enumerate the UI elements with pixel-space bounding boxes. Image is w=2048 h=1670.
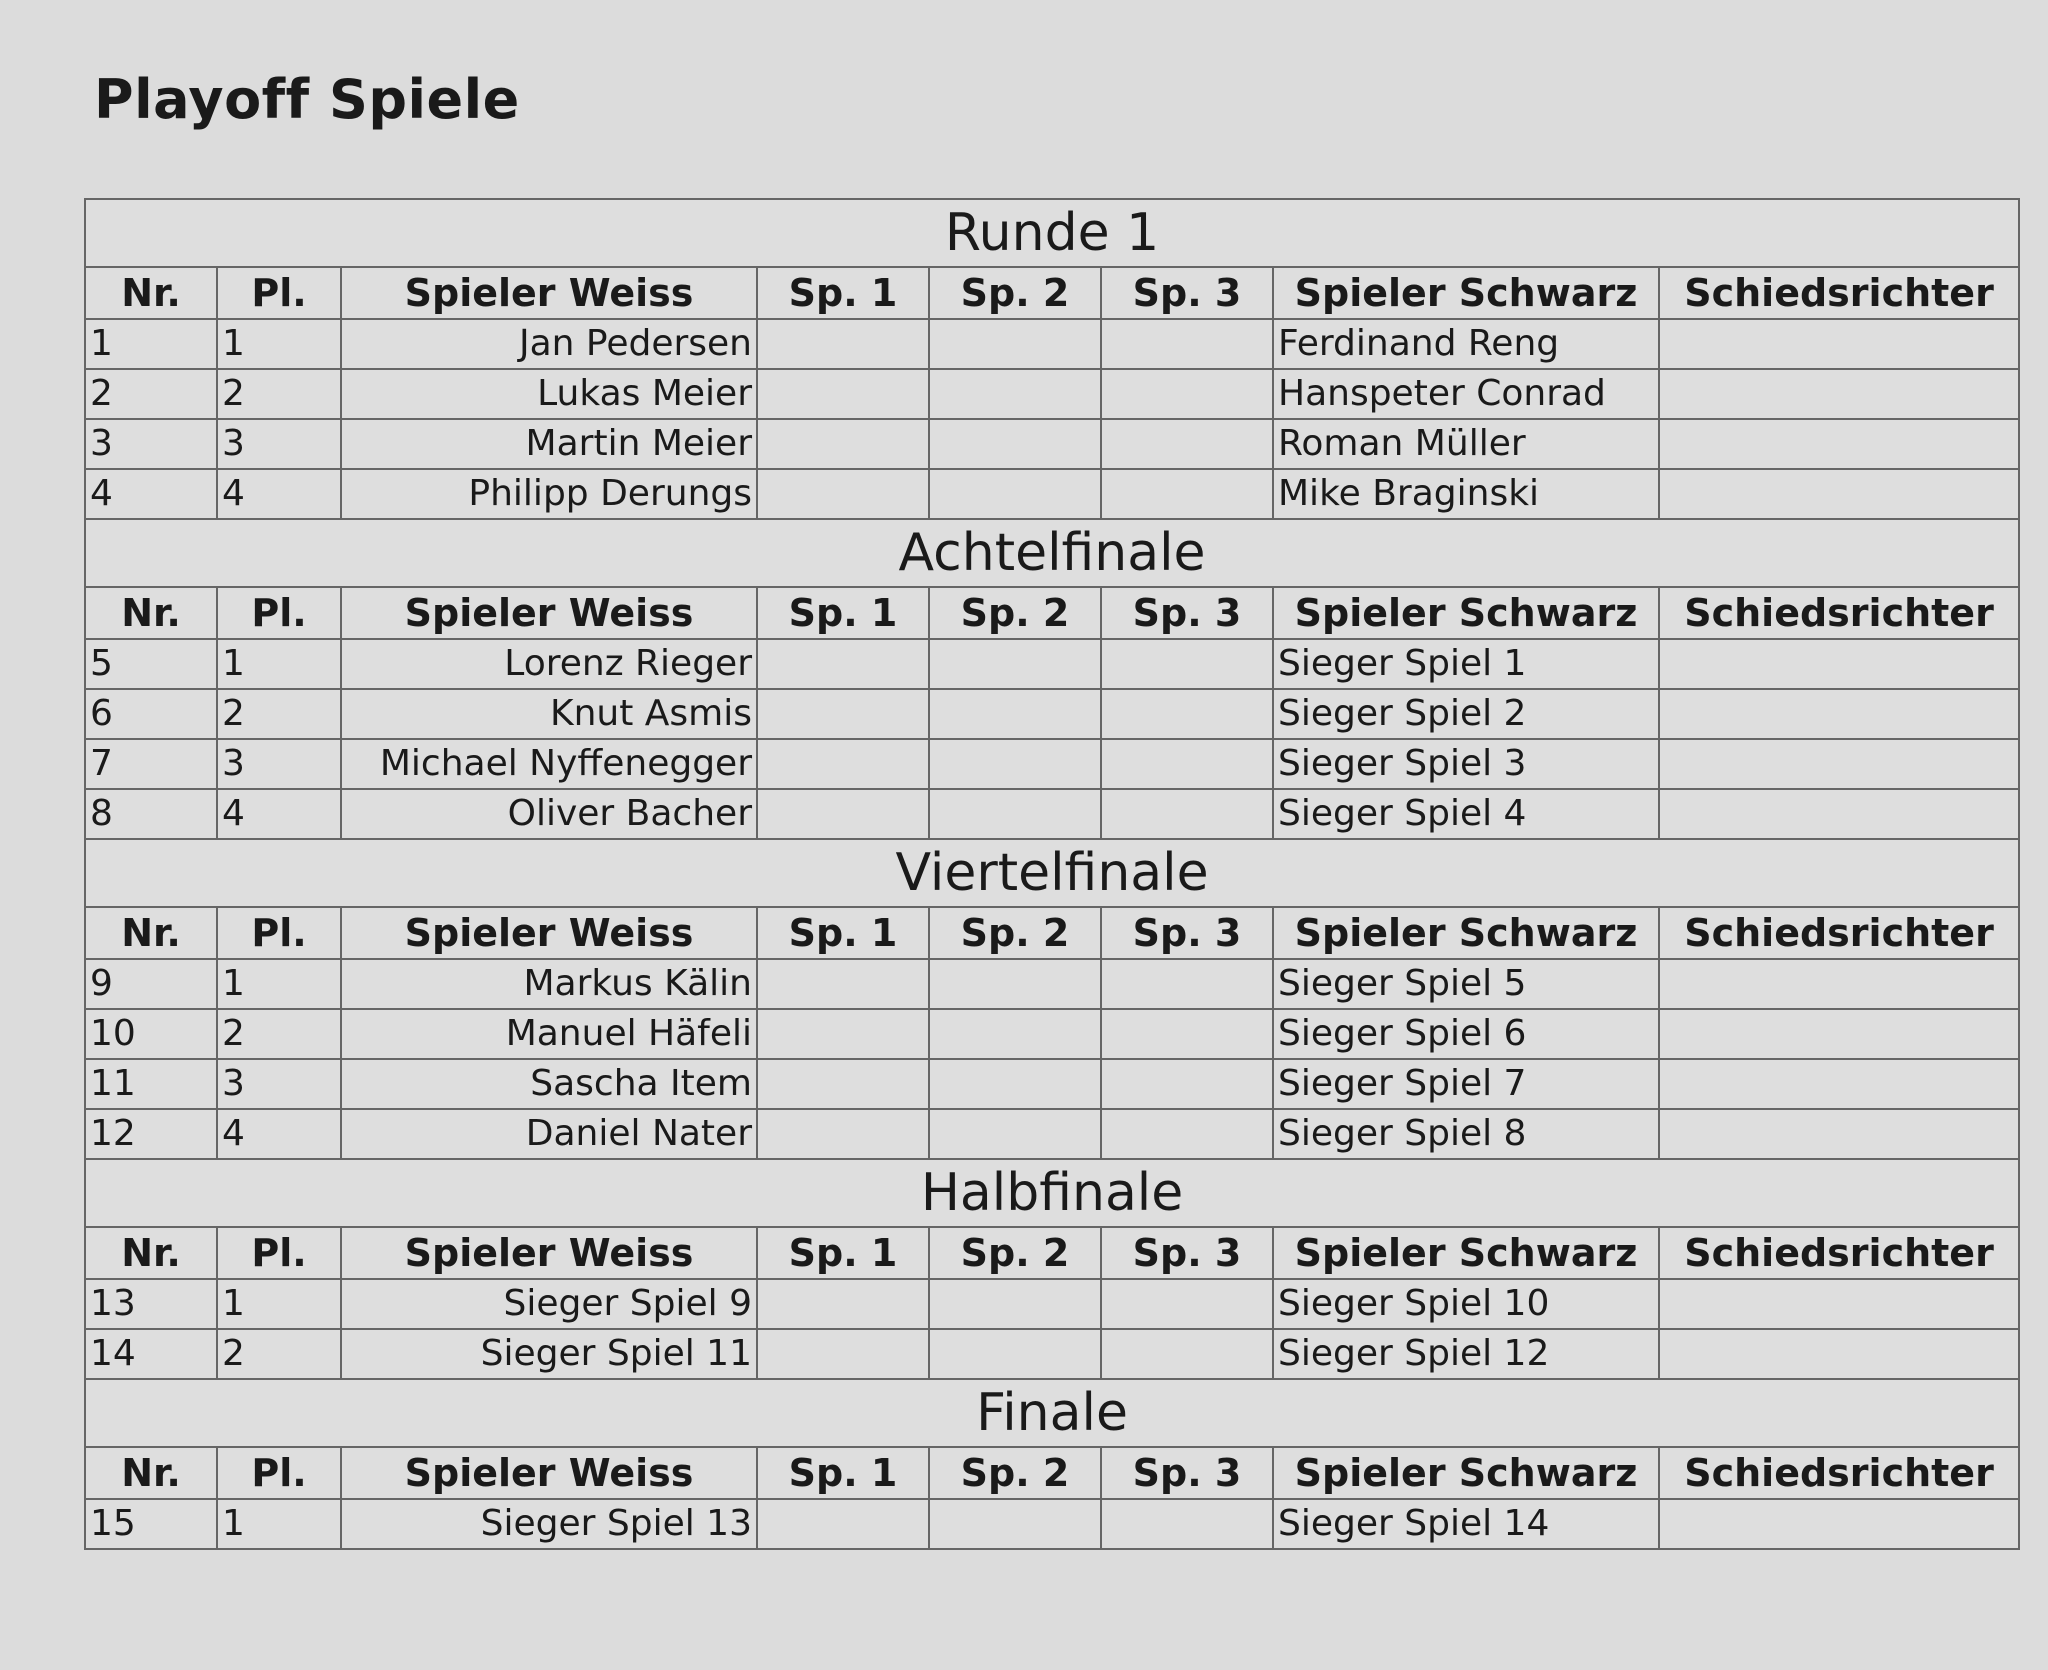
board-number: 1 xyxy=(217,1279,341,1329)
player-white: Sieger Spiel 11 xyxy=(341,1329,757,1379)
player-white: Michael Nyffenegger xyxy=(341,739,757,789)
game-row xyxy=(85,1329,2019,1379)
player-black: Sieger Spiel 8 xyxy=(1273,1109,1659,1159)
game-row xyxy=(85,959,2019,1009)
game-row xyxy=(85,739,2019,789)
score-game-3 xyxy=(1101,1279,1273,1329)
score-game-3 xyxy=(1101,789,1273,839)
column-header-row xyxy=(85,267,2019,319)
score-game-3 xyxy=(1101,639,1273,689)
game-row xyxy=(85,789,2019,839)
score-game-2 xyxy=(929,789,1101,839)
board-number: 3 xyxy=(217,419,341,469)
game-number: 14 xyxy=(85,1329,217,1379)
header-sp1: Sp. 1 xyxy=(757,587,929,639)
board-number: 2 xyxy=(217,1329,341,1379)
player-black: Sieger Spiel 6 xyxy=(1273,1009,1659,1059)
round-title: Viertelfinale xyxy=(85,839,2019,907)
game-number: 13 xyxy=(85,1279,217,1329)
score-game-2 xyxy=(929,1059,1101,1109)
header-spieler-schwarz: Spieler Schwarz xyxy=(1273,907,1659,959)
score-game-1 xyxy=(757,739,929,789)
score-game-3 xyxy=(1101,469,1273,519)
header-nr: Nr. xyxy=(85,1447,217,1499)
game-number: 9 xyxy=(85,959,217,1009)
round-title: Achtelfinale xyxy=(85,519,2019,587)
header-schiedsrichter: Schiedsrichter xyxy=(1659,1227,2019,1279)
round-title: Runde 1 xyxy=(85,199,2019,267)
referee-cell xyxy=(1659,469,2019,519)
referee-cell xyxy=(1659,639,2019,689)
score-game-1 xyxy=(757,1499,929,1549)
round-title-row xyxy=(85,519,2019,587)
score-game-1 xyxy=(757,1329,929,1379)
referee-cell xyxy=(1659,1109,2019,1159)
game-number: 15 xyxy=(85,1499,217,1549)
player-black: Sieger Spiel 10 xyxy=(1273,1279,1659,1329)
header-sp1: Sp. 1 xyxy=(757,1227,929,1279)
header-sp3: Sp. 3 xyxy=(1101,1447,1273,1499)
header-pl: Pl. xyxy=(217,267,341,319)
header-spieler-weiss: Spieler Weiss xyxy=(341,587,757,639)
player-black: Sieger Spiel 4 xyxy=(1273,789,1659,839)
score-game-2 xyxy=(929,369,1101,419)
round-title-row xyxy=(85,1379,2019,1447)
referee-cell xyxy=(1659,689,2019,739)
header-spieler-schwarz: Spieler Schwarz xyxy=(1273,1447,1659,1499)
score-game-2 xyxy=(929,469,1101,519)
score-game-2 xyxy=(929,959,1101,1009)
referee-cell xyxy=(1659,789,2019,839)
score-game-3 xyxy=(1101,1499,1273,1549)
header-schiedsrichter: Schiedsrichter xyxy=(1659,267,2019,319)
score-game-1 xyxy=(757,1009,929,1059)
referee-cell xyxy=(1659,369,2019,419)
referee-cell xyxy=(1659,959,2019,1009)
player-black: Hanspeter Conrad xyxy=(1273,369,1659,419)
score-game-3 xyxy=(1101,689,1273,739)
header-pl: Pl. xyxy=(217,1447,341,1499)
header-sp3: Sp. 3 xyxy=(1101,267,1273,319)
header-spieler-weiss: Spieler Weiss xyxy=(341,1227,757,1279)
player-black: Sieger Spiel 3 xyxy=(1273,739,1659,789)
referee-cell xyxy=(1659,1499,2019,1549)
game-number: 5 xyxy=(85,639,217,689)
column-header-row xyxy=(85,587,2019,639)
round-title-row xyxy=(85,1159,2019,1227)
header-sp1: Sp. 1 xyxy=(757,1447,929,1499)
game-number: 1 xyxy=(85,319,217,369)
score-game-1 xyxy=(757,1279,929,1329)
player-white: Markus Kälin xyxy=(341,959,757,1009)
player-white: Oliver Bacher xyxy=(341,789,757,839)
player-black: Mike Braginski xyxy=(1273,469,1659,519)
header-schiedsrichter: Schiedsrichter xyxy=(1659,907,2019,959)
player-black: Sieger Spiel 12 xyxy=(1273,1329,1659,1379)
score-game-3 xyxy=(1101,369,1273,419)
player-white: Knut Asmis xyxy=(341,689,757,739)
playoff-table xyxy=(84,198,2020,1550)
score-game-3 xyxy=(1101,319,1273,369)
game-row xyxy=(85,469,2019,519)
player-black: Sieger Spiel 7 xyxy=(1273,1059,1659,1109)
column-header-row xyxy=(85,1447,2019,1499)
header-pl: Pl. xyxy=(217,1227,341,1279)
score-game-1 xyxy=(757,789,929,839)
header-nr: Nr. xyxy=(85,1227,217,1279)
score-game-2 xyxy=(929,739,1101,789)
round-title: Halbfinale xyxy=(85,1159,2019,1227)
score-game-1 xyxy=(757,1059,929,1109)
score-game-1 xyxy=(757,689,929,739)
player-white: Jan Pedersen xyxy=(341,319,757,369)
score-game-2 xyxy=(929,1279,1101,1329)
referee-cell xyxy=(1659,1279,2019,1329)
header-nr: Nr. xyxy=(85,907,217,959)
player-black: Roman Müller xyxy=(1273,419,1659,469)
player-white: Sieger Spiel 13 xyxy=(341,1499,757,1549)
header-sp1: Sp. 1 xyxy=(757,907,929,959)
header-sp2: Sp. 2 xyxy=(929,267,1101,319)
column-header-row xyxy=(85,1227,2019,1279)
header-sp2: Sp. 2 xyxy=(929,907,1101,959)
game-row xyxy=(85,689,2019,739)
referee-cell xyxy=(1659,319,2019,369)
header-sp1: Sp. 1 xyxy=(757,267,929,319)
board-number: 4 xyxy=(217,1109,341,1159)
board-number: 2 xyxy=(217,369,341,419)
player-white: Manuel Häfeli xyxy=(341,1009,757,1059)
header-sp2: Sp. 2 xyxy=(929,587,1101,639)
player-black: Ferdinand Reng xyxy=(1273,319,1659,369)
game-row xyxy=(85,1109,2019,1159)
game-row xyxy=(85,1059,2019,1109)
header-spieler-schwarz: Spieler Schwarz xyxy=(1273,267,1659,319)
game-number: 2 xyxy=(85,369,217,419)
header-spieler-weiss: Spieler Weiss xyxy=(341,267,757,319)
score-game-2 xyxy=(929,1109,1101,1159)
game-row xyxy=(85,319,2019,369)
board-number: 1 xyxy=(217,639,341,689)
player-white: Daniel Nater xyxy=(341,1109,757,1159)
header-sp2: Sp. 2 xyxy=(929,1447,1101,1499)
score-game-2 xyxy=(929,639,1101,689)
score-game-1 xyxy=(757,639,929,689)
referee-cell xyxy=(1659,1009,2019,1059)
score-game-1 xyxy=(757,1109,929,1159)
referee-cell xyxy=(1659,1329,2019,1379)
referee-cell xyxy=(1659,739,2019,789)
round-title-row xyxy=(85,199,2019,267)
player-black: Sieger Spiel 1 xyxy=(1273,639,1659,689)
player-black: Sieger Spiel 2 xyxy=(1273,689,1659,739)
game-number: 11 xyxy=(85,1059,217,1109)
board-number: 3 xyxy=(217,1059,341,1109)
header-sp2: Sp. 2 xyxy=(929,1227,1101,1279)
playoff-table-body xyxy=(85,199,2019,1549)
player-black: Sieger Spiel 14 xyxy=(1273,1499,1659,1549)
header-nr: Nr. xyxy=(85,267,217,319)
header-pl: Pl. xyxy=(217,907,341,959)
score-game-3 xyxy=(1101,419,1273,469)
score-game-3 xyxy=(1101,1329,1273,1379)
round-title-row xyxy=(85,839,2019,907)
board-number: 1 xyxy=(217,319,341,369)
board-number: 4 xyxy=(217,469,341,519)
score-game-1 xyxy=(757,959,929,1009)
game-number: 6 xyxy=(85,689,217,739)
board-number: 2 xyxy=(217,1009,341,1059)
player-black: Sieger Spiel 5 xyxy=(1273,959,1659,1009)
player-white: Lorenz Rieger xyxy=(341,639,757,689)
board-number: 1 xyxy=(217,959,341,1009)
header-pl: Pl. xyxy=(217,587,341,639)
score-game-1 xyxy=(757,319,929,369)
game-row xyxy=(85,1279,2019,1329)
player-white: Sieger Spiel 9 xyxy=(341,1279,757,1329)
score-game-3 xyxy=(1101,1109,1273,1159)
game-row xyxy=(85,419,2019,469)
score-game-1 xyxy=(757,369,929,419)
header-sp3: Sp. 3 xyxy=(1101,587,1273,639)
score-game-1 xyxy=(757,469,929,519)
game-number: 10 xyxy=(85,1009,217,1059)
game-number: 4 xyxy=(85,469,217,519)
score-game-3 xyxy=(1101,1009,1273,1059)
score-game-1 xyxy=(757,419,929,469)
header-spieler-weiss: Spieler Weiss xyxy=(341,1447,757,1499)
score-game-2 xyxy=(929,1009,1101,1059)
header-spieler-schwarz: Spieler Schwarz xyxy=(1273,587,1659,639)
score-game-2 xyxy=(929,419,1101,469)
player-white: Sascha Item xyxy=(341,1059,757,1109)
game-row xyxy=(85,639,2019,689)
game-number: 8 xyxy=(85,789,217,839)
score-game-3 xyxy=(1101,1059,1273,1109)
score-game-2 xyxy=(929,1499,1101,1549)
header-spieler-weiss: Spieler Weiss xyxy=(341,907,757,959)
score-game-2 xyxy=(929,689,1101,739)
game-row xyxy=(85,1499,2019,1549)
page-title: Playoff Spiele xyxy=(94,68,520,131)
header-sp3: Sp. 3 xyxy=(1101,1227,1273,1279)
header-nr: Nr. xyxy=(85,587,217,639)
player-white: Philipp Derungs xyxy=(341,469,757,519)
player-white: Martin Meier xyxy=(341,419,757,469)
column-header-row xyxy=(85,907,2019,959)
header-sp3: Sp. 3 xyxy=(1101,907,1273,959)
player-white: Lukas Meier xyxy=(341,369,757,419)
game-number: 7 xyxy=(85,739,217,789)
game-number: 12 xyxy=(85,1109,217,1159)
score-game-3 xyxy=(1101,739,1273,789)
board-number: 4 xyxy=(217,789,341,839)
score-game-2 xyxy=(929,319,1101,369)
board-number: 2 xyxy=(217,689,341,739)
board-number: 1 xyxy=(217,1499,341,1549)
header-spieler-schwarz: Spieler Schwarz xyxy=(1273,1227,1659,1279)
board-number: 3 xyxy=(217,739,341,789)
score-game-2 xyxy=(929,1329,1101,1379)
game-row xyxy=(85,369,2019,419)
referee-cell xyxy=(1659,419,2019,469)
round-title: Finale xyxy=(85,1379,2019,1447)
game-number: 3 xyxy=(85,419,217,469)
score-game-3 xyxy=(1101,959,1273,1009)
game-row xyxy=(85,1009,2019,1059)
referee-cell xyxy=(1659,1059,2019,1109)
header-schiedsrichter: Schiedsrichter xyxy=(1659,1447,2019,1499)
header-schiedsrichter: Schiedsrichter xyxy=(1659,587,2019,639)
